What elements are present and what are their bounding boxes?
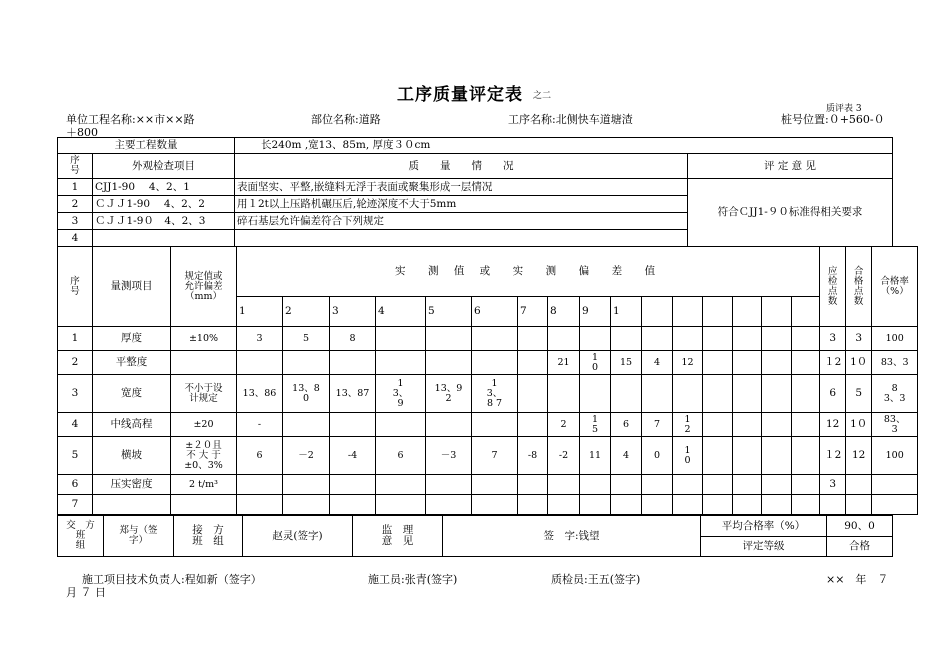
measured-value — [792, 327, 820, 351]
measured-value — [518, 327, 548, 351]
measured-value — [472, 475, 518, 495]
measure-tolerance-header: 规定值或 允许偏差 （mm） — [171, 247, 237, 327]
row-item: CJJ1-90 4、2、1 — [93, 179, 235, 196]
point-label — [762, 297, 792, 327]
measured-value: －3 — [426, 437, 472, 475]
measured-value: 13、86 — [237, 375, 283, 413]
measured-value — [426, 475, 472, 495]
table-row — [58, 437, 918, 475]
point-label: 2 — [283, 297, 330, 327]
measured-value — [611, 495, 642, 515]
measured-value — [330, 475, 376, 495]
measured-value — [580, 495, 611, 515]
row-no: 2 — [58, 351, 93, 375]
unit-project-name: 单位工程名称:××市××路 — [66, 113, 195, 126]
row-tolerance: ±20 — [171, 413, 237, 437]
measured-value — [237, 351, 283, 375]
station-position: 桩号位置:０+560-０ — [781, 113, 885, 126]
row-passed-points — [846, 475, 872, 495]
measured-value — [376, 475, 426, 495]
row-checked-points: 3 — [820, 327, 846, 351]
row-no: 6 — [58, 475, 93, 495]
row-desc: 表面坚实、平整,嵌缝料无浮于表面或聚集形成一层情况 — [235, 179, 688, 196]
measured-value — [792, 437, 820, 475]
measured-value: 1 2 — [673, 413, 703, 437]
measured-value: 2 — [548, 413, 580, 437]
table-row — [58, 375, 918, 413]
measured-value — [642, 327, 673, 351]
measured-value: 4 — [611, 437, 642, 475]
measured-value — [703, 495, 733, 515]
row-pass-rate: 83、3 — [872, 351, 918, 375]
passed-points-header: 合 格 点 数 — [846, 247, 872, 327]
row-item: 压实密度 — [93, 475, 171, 495]
measured-value — [673, 375, 703, 413]
receiver-sign: 赵灵(签字) — [243, 516, 353, 557]
point-label: 5 — [426, 297, 472, 327]
measured-value — [376, 413, 426, 437]
point-label — [703, 297, 733, 327]
row-item — [93, 230, 235, 247]
row-item: 中线高程 — [93, 413, 171, 437]
point-label: 9 — [580, 297, 611, 327]
measured-value: 1 3、 9 — [376, 375, 426, 413]
measured-value — [518, 351, 548, 375]
row-no: 1 — [58, 179, 93, 196]
grade-value: 合格 — [827, 537, 893, 557]
checked-points-header: 应 检 点 数 — [820, 247, 846, 327]
row-checked-points — [820, 495, 846, 515]
measure-item-header: 量测项目 — [93, 247, 171, 327]
measured-value — [330, 413, 376, 437]
measured-value: 5 — [283, 327, 330, 351]
row-passed-points — [846, 495, 872, 515]
row-pass-rate: 100 — [872, 327, 918, 351]
measured-value — [703, 475, 733, 495]
measured-value — [762, 475, 792, 495]
measured-value — [283, 413, 330, 437]
point-label: 7 — [518, 297, 548, 327]
row-pass-rate: 8 3、3 — [872, 375, 918, 413]
avg-rate-value: 90、0 — [827, 516, 893, 537]
measured-value — [472, 351, 518, 375]
measured-value — [611, 327, 642, 351]
measured-value — [426, 413, 472, 437]
table-row — [58, 179, 893, 196]
sign-date-cont: 月 ７ 日 — [66, 586, 106, 599]
measured-value — [642, 495, 673, 515]
point-label: 3 — [330, 297, 376, 327]
measured-value — [426, 327, 472, 351]
row-tolerance: ±10% — [171, 327, 237, 351]
form-number: 质评表 3 — [826, 104, 862, 114]
measured-value — [472, 413, 518, 437]
measured-value — [518, 495, 548, 515]
table-row — [58, 495, 918, 515]
measured-value — [733, 495, 762, 515]
measured-value: 0 — [642, 437, 673, 475]
successor-sign: 郑与（签 字） — [104, 516, 174, 557]
row-desc: 用１2t以上压路机碾压后,轮迹深度不大于5mm — [235, 196, 688, 213]
measured-value — [673, 327, 703, 351]
measured-value — [733, 375, 762, 413]
measured-value — [792, 351, 820, 375]
measured-value — [703, 351, 733, 375]
row-checked-points: １2 — [820, 437, 846, 475]
measured-value — [762, 375, 792, 413]
measured-value: 3 — [237, 327, 283, 351]
row-item: ＣＪＪ1-90 4、2、2 — [93, 196, 235, 213]
measured-value — [548, 327, 580, 351]
measured-value: 13、8 0 — [283, 375, 330, 413]
measured-value — [792, 475, 820, 495]
measurement-table — [57, 246, 918, 515]
measured-value — [330, 351, 376, 375]
measured-value — [733, 351, 762, 375]
handover-shift-label: 交 方 班 组 — [58, 516, 104, 557]
measured-value: 1 5 — [580, 413, 611, 437]
row-desc: 碎石基层允许偏差符合下列规定 — [235, 213, 688, 230]
measured-value — [611, 375, 642, 413]
appearance-item-header: 外观检查项目 — [93, 154, 235, 179]
worker-signature: 施工员:张青(签字) — [368, 573, 458, 586]
tech-lead-signature: 施工项目技术负责人:程如新（签字） — [82, 573, 262, 586]
sign-date: ×× 年 ７ — [826, 573, 889, 586]
unit-project-name-cont: ＋800 — [66, 126, 98, 139]
measured-value — [283, 475, 330, 495]
measured-value — [283, 351, 330, 375]
row-no: 5 — [58, 437, 93, 475]
measured-value: 15 — [611, 351, 642, 375]
measured-value — [792, 413, 820, 437]
measured-value: -8 — [518, 437, 548, 475]
appearance-quality-header: 质 量 情 况 — [235, 154, 688, 179]
grade-label: 评定等级 — [701, 537, 827, 557]
measured-value — [548, 475, 580, 495]
row-tolerance: 2 t/m³ — [171, 475, 237, 495]
measured-value: - — [237, 413, 283, 437]
row-passed-points: 5 — [846, 375, 872, 413]
title-suffix: 之二 — [533, 91, 552, 101]
measured-value: 6 — [611, 413, 642, 437]
measured-value — [673, 495, 703, 515]
measured-value — [376, 495, 426, 515]
measured-value — [580, 475, 611, 495]
measured-value — [792, 495, 820, 515]
measured-value — [426, 495, 472, 515]
point-label: 8 — [548, 297, 580, 327]
row-item: 厚度 — [93, 327, 171, 351]
row-pass-rate: 100 — [872, 437, 918, 475]
point-label — [792, 297, 820, 327]
measured-value — [518, 413, 548, 437]
appearance-opinion-header: 评 定 意 见 — [688, 154, 893, 179]
measured-value — [733, 437, 762, 475]
row-item: 平整度 — [93, 351, 171, 375]
row-item: 宽度 — [93, 375, 171, 413]
measured-value: 8 — [330, 327, 376, 351]
measured-value: 7 — [642, 413, 673, 437]
measured-value — [762, 495, 792, 515]
measured-value — [237, 495, 283, 515]
row-pass-rate — [872, 475, 918, 495]
supervisor-label: 监 理 意 见 — [353, 516, 443, 557]
point-label — [733, 297, 762, 327]
measured-value — [580, 327, 611, 351]
measured-value — [733, 327, 762, 351]
measured-value: 13、9 2 — [426, 375, 472, 413]
measured-value: 11 — [580, 437, 611, 475]
row-no: 7 — [58, 495, 93, 515]
division-name: 部位名称:道路 — [311, 113, 381, 126]
measured-value: -4 — [330, 437, 376, 475]
receiver-shift-label: 接 方 班 组 — [174, 516, 243, 557]
table-row — [58, 475, 918, 495]
measured-value — [283, 495, 330, 515]
measured-value — [733, 475, 762, 495]
row-passed-points: 1０ — [846, 413, 872, 437]
measured-value — [580, 375, 611, 413]
row-pass-rate: 83、 3 — [872, 413, 918, 437]
row-checked-points: １2 — [820, 351, 846, 375]
row-desc — [235, 230, 688, 247]
measured-value — [673, 475, 703, 495]
row-tolerance — [171, 495, 237, 515]
row-no: 2 — [58, 196, 93, 213]
row-pass-rate — [872, 495, 918, 515]
row-tolerance: ±２０且 不 大 于 ±0、3% — [171, 437, 237, 475]
inspector-signature: 质检员:王五(签字) — [551, 573, 641, 586]
measured-value — [330, 495, 376, 515]
table-row — [58, 351, 918, 375]
row-checked-points: 12 — [820, 413, 846, 437]
measured-value — [703, 327, 733, 351]
row-no: 3 — [58, 375, 93, 413]
measured-value — [762, 413, 792, 437]
measured-value — [472, 327, 518, 351]
measured-value: 13、87 — [330, 375, 376, 413]
appearance-table — [57, 137, 893, 247]
measured-value — [548, 375, 580, 413]
measure-no-header: 序 号 — [58, 247, 93, 327]
avg-rate-label: 平均合格率（%） — [701, 516, 827, 537]
measured-value — [376, 327, 426, 351]
measured-value — [642, 475, 673, 495]
measured-value — [642, 375, 673, 413]
row-checked-points: 3 — [820, 475, 846, 495]
appearance-opinion: 符合ＣJJ1-９０标准得相关要求 — [688, 179, 893, 247]
point-label — [673, 297, 703, 327]
measured-value: 6 — [376, 437, 426, 475]
measured-value — [703, 437, 733, 475]
measured-value — [733, 413, 762, 437]
point-label — [642, 297, 673, 327]
measured-value: 1 0 — [673, 437, 703, 475]
measured-value: 7 — [472, 437, 518, 475]
measured-value — [792, 375, 820, 413]
row-item: 横坡 — [93, 437, 171, 475]
measured-value — [376, 351, 426, 375]
main-qty-value: 长240m ,宽13、85m, 厚度３０cm — [235, 138, 893, 154]
measured-value — [703, 413, 733, 437]
measured-value: 12 — [673, 351, 703, 375]
measured-value: 4 — [642, 351, 673, 375]
measured-value — [426, 351, 472, 375]
process-name: 工序名称:北侧快车道塘渣 — [508, 113, 633, 126]
point-label: 6 — [472, 297, 518, 327]
measured-value — [611, 475, 642, 495]
measured-value: 21 — [548, 351, 580, 375]
table-row — [58, 413, 918, 437]
row-checked-points: 6 — [820, 375, 846, 413]
row-tolerance — [171, 351, 237, 375]
row-no: 1 — [58, 327, 93, 351]
point-label: 1 — [611, 297, 642, 327]
main-qty-label: 主要工程数量 — [58, 138, 235, 154]
measured-value — [762, 327, 792, 351]
measured-value — [548, 495, 580, 515]
measured-value — [518, 475, 548, 495]
supervisor-sign: 签 字:钱望 — [443, 516, 701, 557]
point-label: 1 — [237, 297, 283, 327]
measured-value: 1 3、 8 7 — [472, 375, 518, 413]
appearance-no-header: 序 号 — [58, 154, 93, 179]
table-row — [58, 327, 918, 351]
measured-value: 1 0 — [580, 351, 611, 375]
row-tolerance: 不小于设 计规定 — [171, 375, 237, 413]
row-passed-points: 12 — [846, 437, 872, 475]
point-label: 4 — [376, 297, 426, 327]
row-item — [93, 495, 171, 515]
measure-values-header: 实 测 值 或 实 测 偏 差 值 — [237, 247, 820, 297]
measured-value: -2 — [548, 437, 580, 475]
measured-value: 6 — [237, 437, 283, 475]
row-passed-points: 3 — [846, 327, 872, 351]
row-item: ＣＪＪ1-9０ 4、2、3 — [93, 213, 235, 230]
measured-value: －2 — [283, 437, 330, 475]
measured-value — [472, 495, 518, 515]
measured-value — [518, 375, 548, 413]
row-no: 4 — [58, 230, 93, 247]
row-passed-points: 1０ — [846, 351, 872, 375]
measured-value — [762, 437, 792, 475]
measured-value — [703, 375, 733, 413]
measured-value — [762, 351, 792, 375]
pass-rate-header: 合格率 （%） — [872, 247, 918, 327]
signoff-table — [57, 515, 893, 557]
measured-value — [237, 475, 283, 495]
row-no: 4 — [58, 413, 93, 437]
page-title: 工序质量评定表 — [397, 85, 523, 105]
row-no: 3 — [58, 213, 93, 230]
